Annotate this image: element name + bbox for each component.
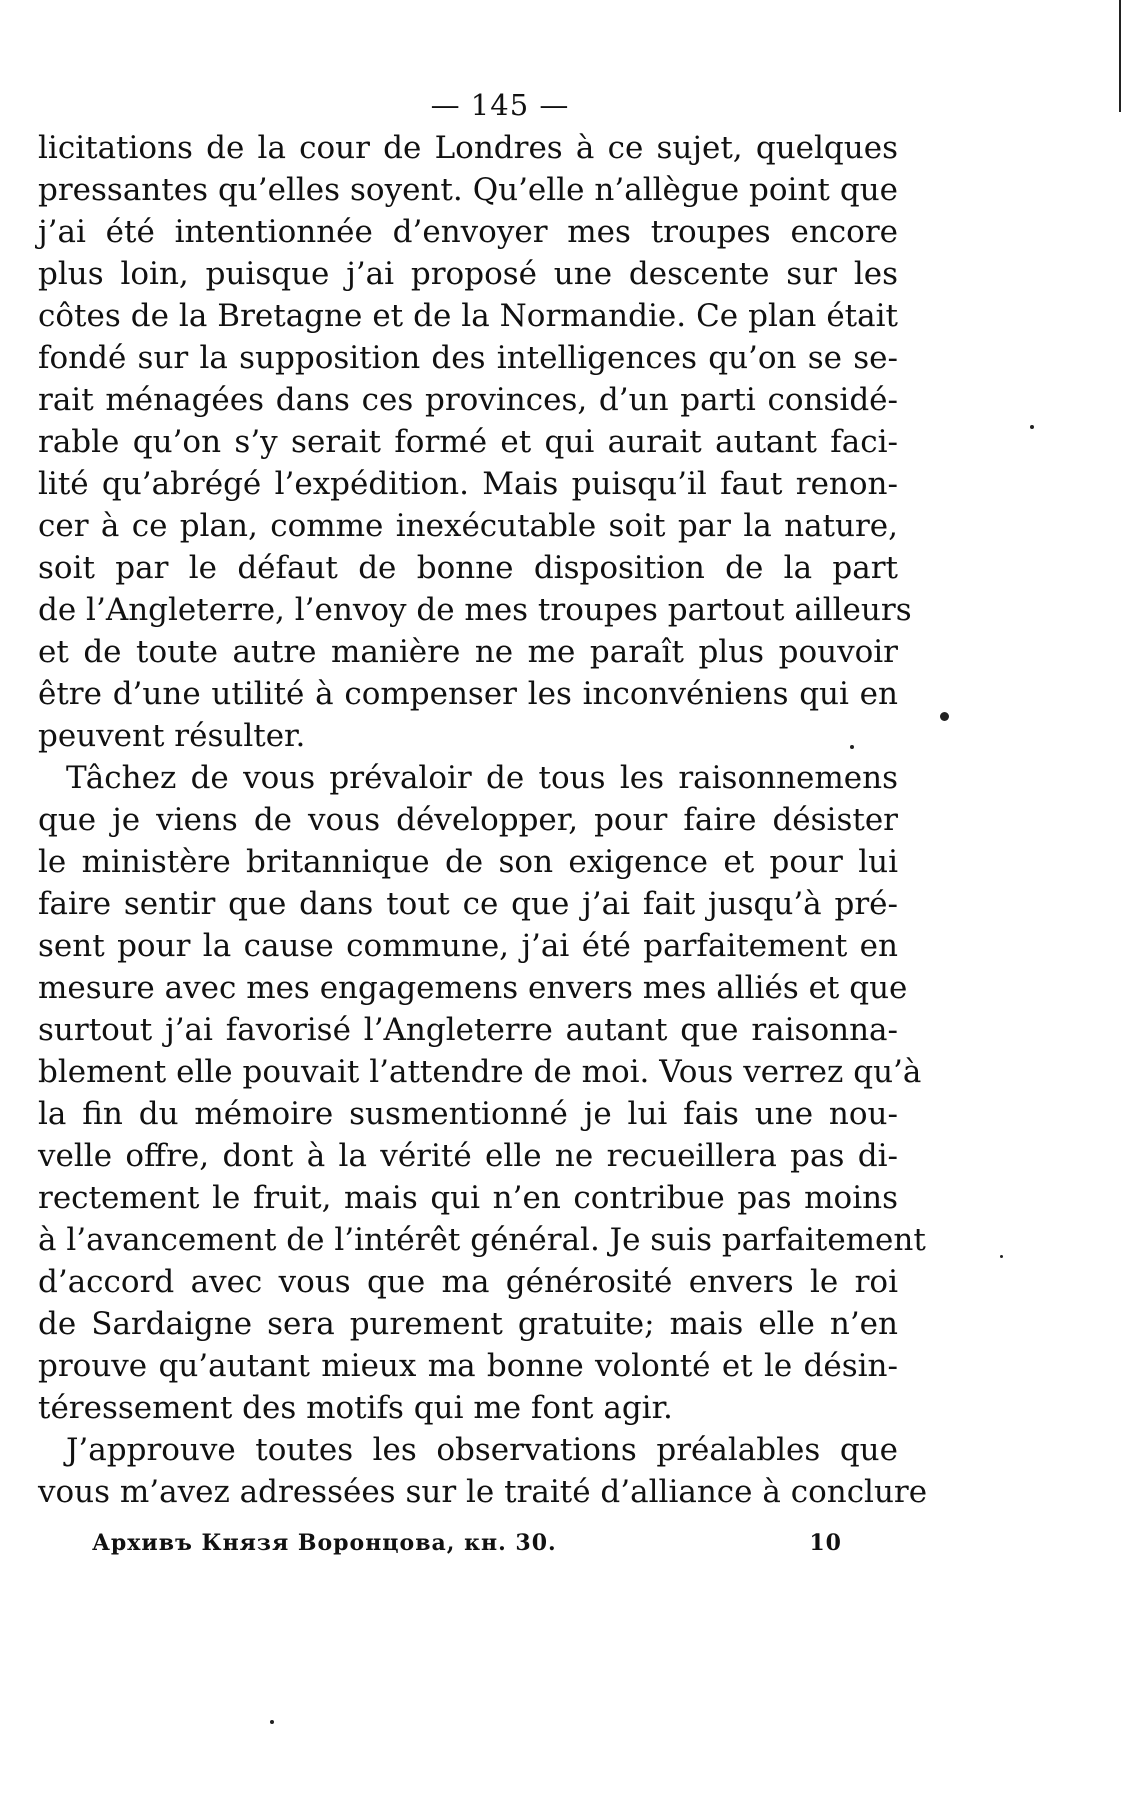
text-line: fondé sur la supposition des intelligences qu’on se se-: [38, 340, 898, 376]
paragraph-start-line: J’approuve toutes les observations préalables que: [66, 1432, 898, 1468]
text-line: vous m’avez adressées sur le traité d’alliance à conclure: [38, 1474, 928, 1510]
page-edge-rule: [1119, 0, 1121, 112]
ink-speck: [270, 1720, 274, 1724]
text-line: d’accord avec vous que ma générosité envers le roi: [38, 1264, 898, 1300]
ink-speck: [940, 712, 949, 721]
text-line: faire sentir que dans tout ce que j’ai fait jusqu’à pré-: [38, 886, 898, 922]
paragraph-end-line: peuvent résulter.: [38, 718, 306, 754]
page-number-header: — 145 —: [430, 88, 570, 122]
text-line: rable qu’on s’y serait formé et qui aurait autant faci-: [38, 424, 898, 460]
paragraph-start-line: Tâchez de vous prévaloir de tous les raisonnemens: [66, 760, 898, 796]
text-line: mesure avec mes engagemens envers mes alliés et que: [38, 970, 908, 1006]
text-line: et de toute autre manière ne me paraît plus pouvoir: [38, 634, 898, 670]
text-line: rectement le fruit, mais qui n’en contribue pas moins: [38, 1180, 898, 1216]
text-line: la fin du mémoire susmentionné je lui fais une nou-: [38, 1096, 898, 1132]
ink-speck: [850, 745, 854, 749]
text-line: blement elle pouvait l’attendre de moi. Vous verrez qu’à: [38, 1054, 922, 1090]
signature-number: 10: [809, 1530, 842, 1556]
text-line: velle offre, dont à la vérité elle ne recueillera pas di-: [38, 1138, 898, 1174]
text-line: le ministère britannique de son exigence et pour lui: [38, 844, 898, 880]
text-line: pressantes qu’elles soyent. Qu’elle n’allègue point que: [38, 172, 898, 208]
text-line: côtes de la Bretagne et de la Normandie. Ce plan était: [38, 298, 898, 334]
text-line: que je viens de vous développer, pour faire désister: [38, 802, 898, 838]
paragraph-end-line: téressement des motifs qui me font agir.: [38, 1390, 673, 1426]
body-text: [38, 127, 928, 1513]
text-line: cer à ce plan, comme inexécutable soit par la nature,: [38, 508, 898, 544]
ink-speck: [1000, 1255, 1003, 1258]
text-line: rait ménagées dans ces provinces, d’un parti considé-: [38, 382, 898, 418]
text-line: de Sardaigne sera purement gratuite; mais elle n’en: [38, 1306, 898, 1342]
text-line: soit par le défaut de bonne disposition de la part: [38, 550, 898, 586]
text-line: surtout j’ai favorisé l’Angleterre autant que raisonna-: [38, 1012, 898, 1048]
text-line: à l’avancement de l’intérêt général. Je suis parfaitement: [38, 1222, 926, 1258]
text-line: licitations de la cour de Londres à ce sujet, quelques: [38, 130, 898, 166]
text-line: plus loin, puisque j’ai proposé une descente sur les: [38, 256, 898, 292]
archive-reference: Архивъ Князя Воронцова, кн. 30.: [92, 1530, 557, 1556]
text-line: être d’une utilité à compenser les inconvéniens qui en: [38, 676, 898, 712]
page-footer: [92, 1530, 842, 1556]
text-line: de l’Angleterre, l’envoy de mes troupes partout ailleurs: [38, 592, 912, 628]
text-line: lité qu’abrégé l’expédition. Mais puisqu’il faut renon-: [38, 466, 898, 502]
ink-speck: [1030, 425, 1034, 429]
text-line: prouve qu’autant mieux ma bonne volonté et le désin-: [38, 1348, 898, 1384]
text-line: sent pour la cause commune, j’ai été parfaitement en: [38, 928, 898, 964]
text-line: j’ai été intentionnée d’envoyer mes troupes encore: [38, 214, 898, 250]
